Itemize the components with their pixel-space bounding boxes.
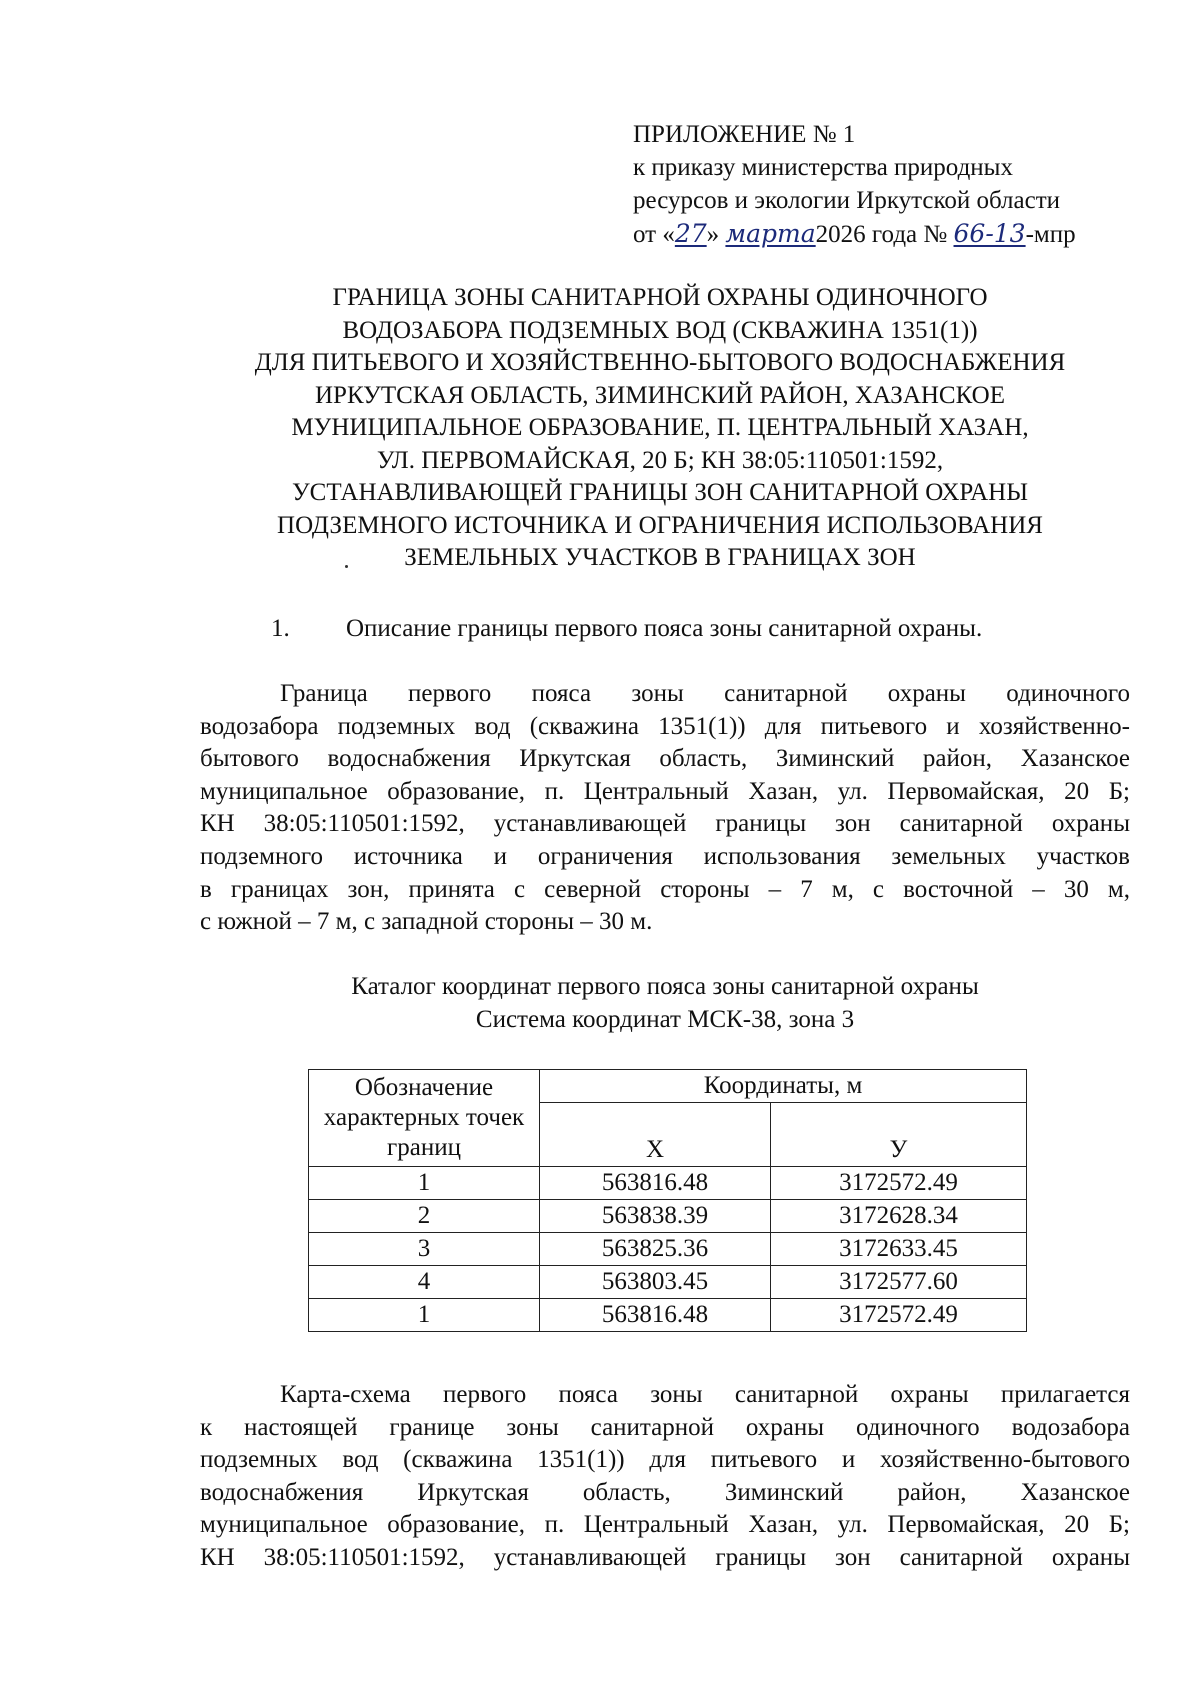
order-suffix: -мпр	[1025, 221, 1076, 248]
header-x: Х	[540, 1103, 771, 1167]
appendix-title: ПРИЛОЖЕНИЕ № 1	[633, 121, 856, 148]
cell-point: 3	[309, 1233, 540, 1266]
section-1-number: 1.	[271, 615, 290, 642]
paragraph-map-scheme	[200, 1379, 1130, 1575]
header-y: У	[770, 1103, 1026, 1167]
handwritten-order-number: 66-13	[953, 219, 1026, 248]
cell-y: 3172572.49	[770, 1167, 1026, 1200]
paragraph-line: бытового водоснабжения Иркутская область, Зиминский район, Хазанское	[200, 745, 1130, 773]
paragraph-line: Граница первого пояса зоны санитарной охраны одиночного	[280, 680, 1130, 707]
section-1-heading	[271, 613, 982, 645]
heading-line: ИРКУТСКАЯ ОБЛАСТЬ, ЗИМИНСКИЙ РАЙОН, ХАЗАНСКОЕ	[314, 381, 1005, 409]
cell-point: 1	[309, 1299, 540, 1332]
cell-point: 1	[309, 1167, 540, 1200]
paragraph-line: к настоящей границе зоны санитарной охраны одиночного водозабора	[200, 1413, 1130, 1441]
appendix-line-2: ресурсов и экологии Иркутской области	[633, 187, 1061, 214]
appendix-line-1: к приказу министерства природных	[633, 154, 1013, 181]
date-year: 2026 года №	[815, 221, 954, 248]
heading-line: УЛ. ПЕРВОМАЙСКАЯ, 20 Б; КН 38:05:110501:1592,	[376, 446, 944, 474]
header-coordinates: Координаты, м	[540, 1070, 1027, 1103]
paragraph-boundary-description	[200, 678, 1130, 939]
paragraph-line: муниципальное образование, п. Центральный Хазан, ул. Первомайская, 20 Б;	[200, 777, 1130, 805]
date-mid: »	[706, 221, 726, 248]
appendix-block	[633, 118, 1153, 251]
handwritten-day: 27	[674, 219, 707, 248]
table-row	[309, 1233, 1027, 1266]
handwritten-month: марта	[725, 219, 816, 248]
paragraph-line: КН 38:05:110501:1592, устанавливающей границы зон санитарной охраны	[200, 1543, 1130, 1571]
paragraph-line: муниципальное образование, п. Центральный Хазан, ул. Первомайская, 20 Б;	[200, 1511, 1130, 1539]
heading-line: ГРАНИЦА ЗОНЫ САНИТАРНОЙ ОХРАНЫ ОДИНОЧНОГО	[332, 284, 988, 311]
paragraph-line: Карта-схема первого пояса зоны санитарной охраны прилагается	[280, 1381, 1130, 1408]
coordinates-table	[308, 1069, 1027, 1332]
cell-y: 3172577.60	[770, 1266, 1026, 1299]
paragraph-line: водоснабжения Иркутская область, Зиминский район, Хазанское	[200, 1478, 1130, 1506]
heading-line: ВОДОЗАБОРА ПОДЗЕМНЫХ ВОД (СКВАЖИНА 1351(1))	[342, 316, 978, 344]
paragraph-line: подземного источника и ограничения использования земельных участков	[200, 842, 1130, 870]
heading-line: МУНИЦИПАЛЬНОЕ ОБРАЗОВАНИЕ, П. ЦЕНТРАЛЬНЫЙ ХАЗАН,	[291, 414, 1029, 441]
catalog-caption-line-2: Система координат МСК-38, зона 3	[475, 1006, 855, 1033]
cell-y: 3172572.49	[770, 1299, 1026, 1332]
cell-y: 3172633.45	[770, 1233, 1026, 1266]
cell-x: 563838.39	[540, 1200, 771, 1233]
paragraph-line: КН 38:05:110501:1592, устанавливающей границы зон санитарной охраны	[200, 810, 1130, 838]
paragraph-line: в границах зон, принята с северной стороны – 7 м, с восточной – 30 м,	[200, 875, 1130, 903]
document-heading	[190, 282, 1130, 575]
stray-dot	[345, 565, 348, 568]
header-point-designation: Обозначение характерных точек границ	[309, 1070, 540, 1167]
cell-y: 3172628.34	[770, 1200, 1026, 1233]
heading-line: ДЛЯ ПИТЬЕВОГО И ХОЗЯЙСТВЕННО-БЫТОВОГО ВОДОСНАБЖЕНИЯ	[254, 349, 1066, 376]
paragraph-line: водозабора подземных вод (скважина 1351(1)) для питьевого и хозяйственно-	[200, 712, 1130, 740]
heading-line: УСТАНАВЛИВАЮЩЕЙ ГРАНИЦЫ ЗОН САНИТАРНОЙ ОХРАНЫ	[291, 479, 1028, 506]
cell-point: 2	[309, 1200, 540, 1233]
appendix-order-line	[633, 217, 1153, 251]
cell-x: 563816.48	[540, 1299, 771, 1332]
table-row	[309, 1200, 1027, 1233]
cell-x: 563803.45	[540, 1266, 771, 1299]
table-row	[309, 1167, 1027, 1200]
cell-x: 563816.48	[540, 1167, 771, 1200]
cell-point: 4	[309, 1266, 540, 1299]
section-1-title: Описание границы первого пояса зоны санитарной охраны.	[346, 615, 983, 642]
paragraph-line: с южной – 7 м, с западной стороны – 30 м.	[200, 908, 653, 936]
catalog-caption	[200, 970, 1130, 1036]
catalog-caption-line-1: Каталог координат первого пояса зоны санитарной охраны	[351, 973, 979, 1000]
table-row	[309, 1299, 1027, 1332]
date-prefix: от «	[633, 221, 675, 248]
cell-x: 563825.36	[540, 1233, 771, 1266]
heading-line: ПОДЗЕМНОГО ИСТОЧНИКА И ОГРАНИЧЕНИЯ ИСПОЛЬЗОВАНИЯ	[277, 511, 1043, 539]
paragraph-line: подземных вод (скважина 1351(1)) для питьевого и хозяйственно-бытового	[200, 1446, 1130, 1474]
table-row	[309, 1266, 1027, 1299]
heading-line: ЗЕМЕЛЬНЫХ УЧАСТКОВ В ГРАНИЦАХ ЗОН	[404, 544, 916, 571]
